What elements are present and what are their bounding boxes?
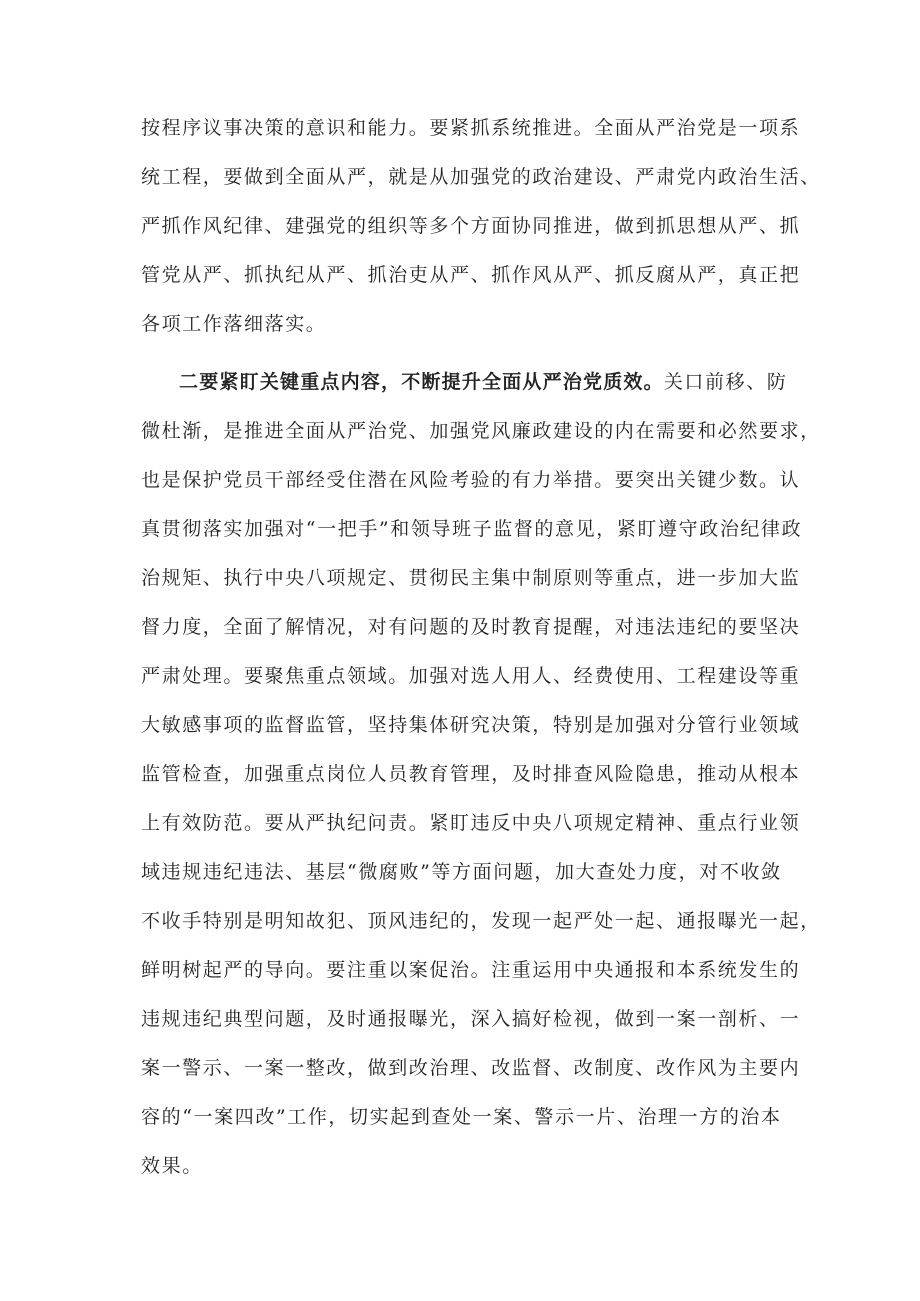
paragraph-line: 监管检查，加强重点岗位人员教育管理，及时排查风险隐患，推动从根本 [141,763,801,785]
paragraph-line: 违规违纪典型问题，及时通报曝光，深入搞好检视，做到一案一剖析、一 [141,1008,801,1030]
paragraph-text: 关口前移、防 [663,371,788,393]
paragraph-line: 统工程，要做到全面从严，就是从加强党的政治建设、严肃党内政治生活、 [141,166,821,188]
paragraph-line: 效果。 [141,1155,203,1177]
paragraph-line: 容的“一案四改”工作，切实起到查处一案、警示一片、治理一方的治本 [141,1106,782,1128]
paragraph-line: 上有效防范。要从严执纪问责。紧盯违反中央八项规定精神、重点行业领 [141,812,801,834]
section-heading: 二要紧盯关键重点内容，不断提升全面从严治党质效。 [179,371,664,393]
paragraph-line: 微杜渐，是推进全面从严治党、加强党风廉政建设的内在需要和必然要求， [141,420,821,442]
paragraph-line: 案一警示、一案一整改，做到改治理、改监督、改制度、改作风为主要内 [141,1057,801,1079]
paragraph-line: 按程序议事决策的意识和能力。要紧抓系统推进。全面从严治党是一项系 [141,117,801,139]
paragraph-line: 严抓作风纪律、建强党的组织等多个方面协同推进，做到抓思想从严、抓 [141,215,801,237]
paragraph-line: 不收手特别是明知故犯、顶风违纪的，发现一起严处一起、通报曝光一起， [141,910,821,932]
paragraph-line: 鲜明树起严的导向。要注重以案促治。注重运用中央通报和本系统发生的 [141,959,801,981]
paragraph-line: 督力度，全面了解情况，对有问题的及时教育提醒，对违法违纪的要坚决 [141,616,801,638]
paragraph-line: 真贯彻落实加强对“一把手”和领导班子监督的意见，紧盯遵守政治纪律政 [141,518,803,540]
paragraph-line: 也是保护党员干部经受住潜在风险考验的有力举措。要突出关键少数。认 [141,469,801,491]
paragraph-first-line [179,368,787,396]
paragraph-line: 管党从严、抓执纪从严、抓治吏从严、抓作风从严、抓反腐从严，真正把 [141,264,801,286]
paragraph-line: 各项工作落细落实。 [141,313,327,335]
paragraph-line: 严肃处理。要聚焦重点领域。加强对选人用人、经费使用、工程建设等重 [141,665,801,687]
paragraph-line: 域违规违纪违法、基层“微腐败”等方面问题，加大查处力度，对不收敛 [141,861,782,883]
paragraph-line: 治规矩、执行中央八项规定、贯彻民主集中制原则等重点，进一步加大监 [141,567,801,589]
paragraph-line: 大敏感事项的监督监管，坚持集体研究决策，特别是加强对分管行业领域 [141,714,801,736]
